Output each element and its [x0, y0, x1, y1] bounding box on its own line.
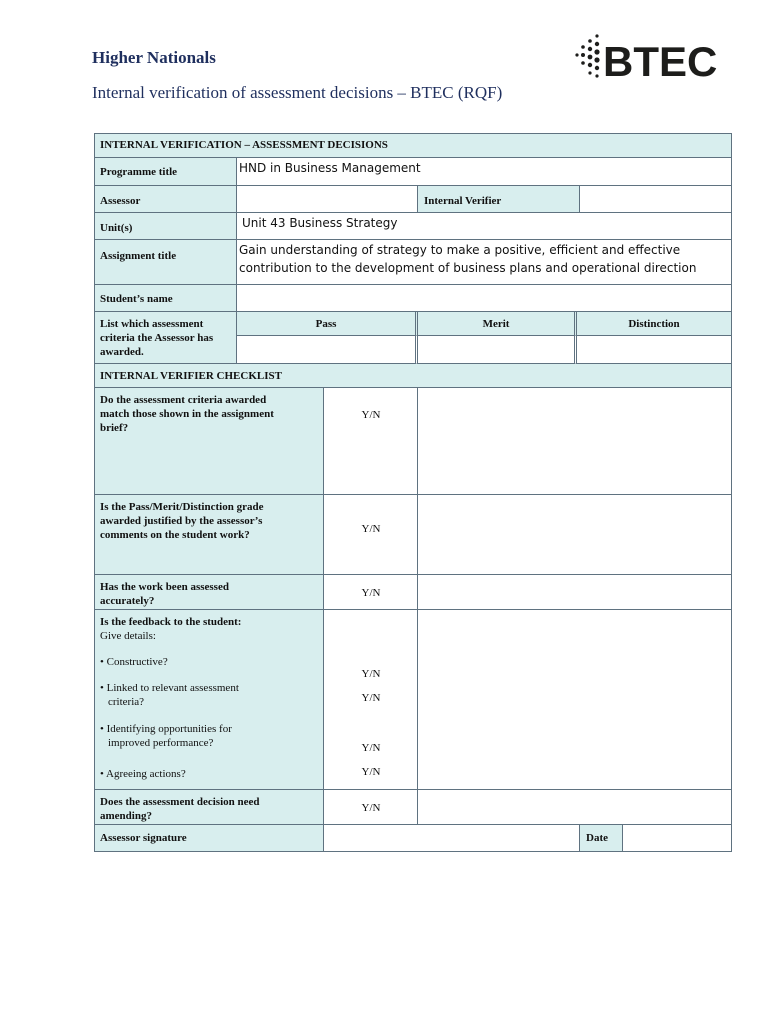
merit-header: Merit [418, 312, 577, 336]
comments-decision-amending[interactable] [418, 790, 732, 825]
criteria-awarded-label: List which assessment criteria the Assessor has awarded. [94, 312, 237, 364]
units-label: Unit(s) [94, 213, 237, 240]
section-heading-assessment-decisions: INTERNAL VERIFICATION – ASSESSMENT DECISIONS [94, 133, 732, 158]
pass-criteria-field[interactable] [237, 336, 418, 364]
student-name-field[interactable] [237, 285, 732, 312]
internal-verifier-label: Internal Verifier [418, 186, 580, 213]
question-assessed-accurately: Has the work been assessed accurately? [94, 575, 324, 610]
date-label: Date [580, 825, 623, 852]
yn-grade-justified[interactable]: Y/N [324, 495, 418, 575]
assessor-field[interactable] [237, 186, 418, 213]
assessor-label: Assessor [94, 186, 237, 213]
comments-grade-justified[interactable] [418, 495, 732, 575]
yn-criteria-match[interactable]: Y/N [324, 388, 418, 495]
assignment-title-field[interactable]: Gain understanding of strategy to make a positive, efficient and effective contribution to the development of business plans and operational direction [237, 240, 732, 285]
comments-assessed-accurately[interactable] [418, 575, 732, 610]
feedback-item-linked: • Linked to relevant assessment criteria? [100, 682, 239, 708]
feedback-item-opportunities: • Identifying opportunities for improved performance? [100, 723, 232, 749]
question-grade-justified: Is the Pass/Merit/Distinction grade awarded justified by the assessor’s comments on the student work? [94, 495, 324, 575]
yn-constructive: Y/N [361, 668, 381, 680]
date-field[interactable] [623, 825, 732, 852]
comments-criteria-match[interactable] [418, 388, 732, 495]
question-feedback [94, 610, 324, 790]
merit-criteria-field[interactable] [418, 336, 577, 364]
yn-assessed-accurately[interactable]: Y/N [324, 575, 418, 610]
assignment-title-label: Assignment title [94, 240, 237, 285]
document-title: Higher Nationals [92, 48, 216, 67]
units-field[interactable]: Unit 43 Business Strategy [237, 213, 732, 240]
feedback-give-details: Give details: [100, 630, 156, 642]
section-heading-verifier-checklist: INTERNAL VERIFIER CHECKLIST [94, 364, 732, 388]
feedback-item-constructive: • Constructive? [100, 656, 168, 668]
yn-feedback[interactable] [324, 610, 418, 790]
yn-decision-amending[interactable]: Y/N [324, 790, 418, 825]
yn-agreeing: Y/N [361, 766, 381, 778]
programme-title-field[interactable]: HND in Business Management [237, 158, 732, 186]
btec-logo [574, 33, 724, 83]
feedback-heading: Is the feedback to the student: [100, 616, 242, 628]
distinction-header: Distinction [577, 312, 732, 336]
question-decision-amending: Does the assessment decision need amending? [94, 790, 324, 825]
internal-verifier-field[interactable] [580, 186, 732, 213]
yn-opportunities: Y/N [361, 742, 381, 754]
question-criteria-match: Do the assessment criteria awarded match those shown in the assignment brief? [94, 388, 324, 495]
student-name-label: Student’s name [94, 285, 237, 312]
btec-logo-text: BTEC [603, 38, 718, 83]
feedback-items-list [100, 655, 317, 781]
programme-title-label: Programme title [94, 158, 237, 186]
document-subtitle: Internal verification of assessment decisions – BTEC (RQF) [92, 83, 503, 102]
pass-header: Pass [237, 312, 418, 336]
assessor-signature-field[interactable] [324, 825, 580, 852]
comments-feedback[interactable] [418, 610, 732, 790]
distinction-criteria-field[interactable] [577, 336, 732, 364]
feedback-item-agreeing: • Agreeing actions? [100, 768, 186, 780]
assessor-signature-label: Assessor signature [94, 825, 324, 852]
yn-linked: Y/N [361, 692, 381, 704]
